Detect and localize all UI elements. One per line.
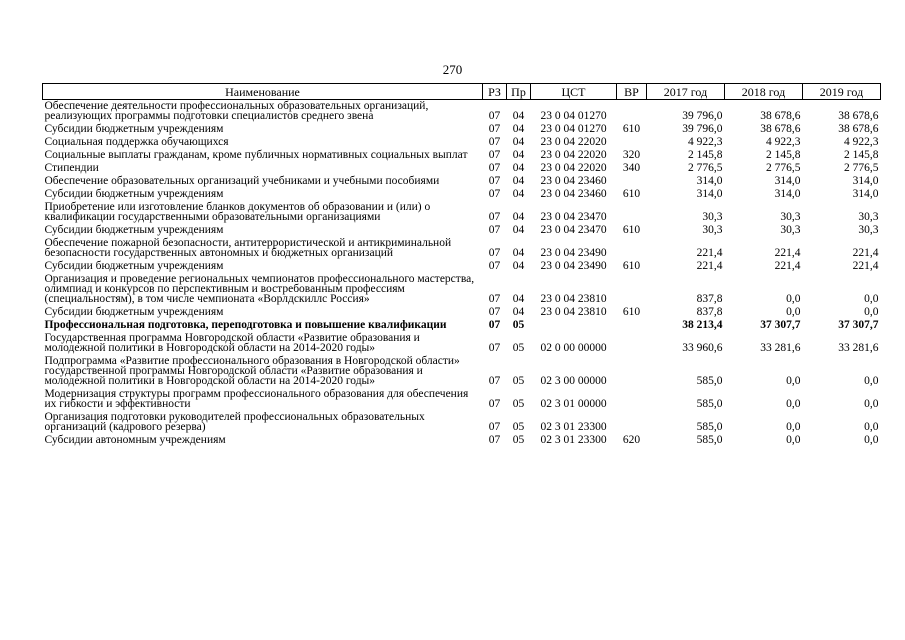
table-row <box>43 237 881 260</box>
cell-2017: 4 922,3 <box>688 136 723 148</box>
cell-cst: 23 0 04 23810 <box>540 293 607 305</box>
cell-name: Приобретение или изготовление бланков документов об образовании и (или) о квалификации государственными образовательными организациями <box>44 201 431 223</box>
cell-cst: 23 0 04 01270 <box>540 123 607 135</box>
cell-vr <box>617 332 647 355</box>
cell-2018: 314,0 <box>774 175 801 187</box>
cell-2018: 33 281,6 <box>760 342 801 354</box>
table-row <box>43 273 881 306</box>
cell-2019: 38 678,6 <box>838 123 879 135</box>
cell-vr: 610 <box>622 188 641 200</box>
cell-pr: 04 <box>512 123 525 135</box>
cell-2018: 0,0 <box>786 306 801 318</box>
cell-rz: 07 <box>488 260 501 272</box>
cell-2017: 314,0 <box>696 188 723 200</box>
cell-rz: 07 <box>488 421 501 433</box>
cell-cst: 02 3 00 00000 <box>540 375 607 387</box>
cell-vr <box>617 100 647 124</box>
cell-name: Субсидии бюджетным учреждениям <box>44 123 224 135</box>
cell-2018: 0,0 <box>786 434 801 446</box>
cell-vr <box>617 136 647 149</box>
cell-rz: 07 <box>488 319 501 331</box>
table-row <box>43 136 881 149</box>
cell-2018: 314,0 <box>774 188 801 200</box>
cell-cst: 23 0 04 22020 <box>540 162 607 174</box>
cell-vr: 320 <box>622 149 641 161</box>
cell-rz: 07 <box>488 188 501 200</box>
cell-2019: 38 678,6 <box>838 110 879 122</box>
cell-2018: 38 678,6 <box>760 123 801 135</box>
cell-vr <box>617 388 647 411</box>
table-row <box>43 100 881 124</box>
cell-name: Субсидии бюджетным учреждениям <box>44 224 224 236</box>
cell-cst: 23 0 04 01270 <box>540 110 607 122</box>
cell-cst: 23 0 04 23810 <box>540 306 607 318</box>
cell-vr <box>617 273 647 306</box>
cell-2018: 30,3 <box>780 211 801 223</box>
header-rz: РЗ <box>483 84 507 100</box>
cell-vr <box>617 355 647 388</box>
cell-rz: 07 <box>488 123 501 135</box>
cell-cst: 23 0 04 23490 <box>540 247 607 259</box>
cell-vr: 620 <box>622 434 641 446</box>
cell-2019: 221,4 <box>852 260 879 272</box>
cell-vr <box>617 237 647 260</box>
cell-vr: 610 <box>622 123 641 135</box>
cell-name: Обеспечение пожарной безопасности, антитеррористической и антикриминальной безопасности государственных автономных и бюджетных организаций <box>44 237 452 259</box>
cell-cst: 23 0 04 23490 <box>540 260 607 272</box>
cell-2018: 0,0 <box>786 398 801 410</box>
cell-name: Государственная программа Новгородской области «Развитие образования и молодежной политики в Новгородской области на 2014-2020 годы» <box>44 332 420 354</box>
cell-2018: 4 922,3 <box>766 136 801 148</box>
cell-2017: 221,4 <box>696 247 723 259</box>
cell-2017: 585,0 <box>696 434 723 446</box>
table-row <box>43 434 881 447</box>
cell-pr: 04 <box>512 175 525 187</box>
cell-2017: 221,4 <box>696 260 723 272</box>
cell-rz: 07 <box>488 398 501 410</box>
cell-2017: 30,3 <box>702 211 723 223</box>
table-row <box>43 224 881 237</box>
cell-2017: 39 796,0 <box>682 123 723 135</box>
cell-2018: 2 776,5 <box>766 162 801 174</box>
budget-table <box>42 83 881 447</box>
cell-2017: 30,3 <box>702 224 723 236</box>
cell-vr <box>617 175 647 188</box>
cell-cst: 23 0 04 22020 <box>540 149 607 161</box>
table-row <box>43 188 881 201</box>
cell-2018: 221,4 <box>774 247 801 259</box>
cell-vr: 610 <box>622 224 641 236</box>
cell-vr <box>617 201 647 224</box>
cell-2018: 37 307,7 <box>760 319 801 331</box>
cell-2017: 39 796,0 <box>682 110 723 122</box>
cell-pr: 05 <box>512 398 525 410</box>
cell-2019: 0,0 <box>864 421 879 433</box>
cell-name: Субсидии автономным учреждениям <box>44 434 226 446</box>
cell-rz: 07 <box>488 434 501 446</box>
cell-2019: 221,4 <box>852 247 879 259</box>
cell-2017: 38 213,4 <box>682 319 723 331</box>
cell-cst: 23 0 04 23460 <box>540 188 607 200</box>
cell-name: Организация подготовки руководителей профессиональных образовательных организаций (кадрового резерва) <box>44 411 425 433</box>
header-2017: 2017 год <box>647 84 725 100</box>
cell-pr: 05 <box>512 434 525 446</box>
cell-2017: 585,0 <box>696 398 723 410</box>
cell-2019: 30,3 <box>858 224 879 236</box>
cell-vr: 340 <box>622 162 641 174</box>
table-row <box>43 306 881 319</box>
cell-2017: 585,0 <box>696 375 723 387</box>
cell-pr: 05 <box>512 421 525 433</box>
cell-2017: 837,8 <box>696 293 723 305</box>
cell-pr: 05 <box>512 319 525 331</box>
cell-pr: 04 <box>512 162 525 174</box>
cell-pr: 05 <box>512 342 525 354</box>
cell-vr <box>617 319 647 332</box>
cell-2018: 38 678,6 <box>760 110 801 122</box>
cell-2019: 0,0 <box>864 293 879 305</box>
cell-rz: 07 <box>488 175 501 187</box>
cell-pr: 04 <box>512 260 525 272</box>
cell-rz: 07 <box>488 293 501 305</box>
cell-name: Социальные выплаты гражданам, кроме публичных нормативных социальных выплат <box>44 149 468 161</box>
cell-name: Модернизация структуры программ профессионального образования для обеспечения их гибкости и эффективности <box>44 388 469 410</box>
cell-name: Социальная поддержка обучающихся <box>44 136 229 148</box>
cell-pr: 05 <box>512 375 525 387</box>
cell-2019: 37 307,7 <box>838 319 879 331</box>
cell-pr: 04 <box>512 110 525 122</box>
cell-pr: 04 <box>512 211 525 223</box>
cell-2018: 0,0 <box>786 421 801 433</box>
cell-2019: 0,0 <box>864 306 879 318</box>
cell-pr: 04 <box>512 136 525 148</box>
cell-cst: 23 0 04 23460 <box>540 175 607 187</box>
cell-rz: 07 <box>488 247 501 259</box>
cell-name: Профессиональная подготовка, переподготовка и повышение квалификации <box>44 319 447 331</box>
table-row <box>43 175 881 188</box>
cell-rz: 07 <box>488 224 501 236</box>
cell-name: Подпрограмма «Развитие профессионального образования в Новгородской области» государственной программы Новгородской области «Развитие образования и молодежной политики в Новгородской области на 2014-2020 годы» <box>44 355 460 387</box>
cell-2018: 0,0 <box>786 375 801 387</box>
cell-rz: 07 <box>488 211 501 223</box>
cell-name: Субсидии бюджетным учреждениям <box>44 188 224 200</box>
page-number: 270 <box>442 62 463 77</box>
cell-2018: 30,3 <box>780 224 801 236</box>
cell-rz: 07 <box>488 162 501 174</box>
cell-cst: 02 3 01 23300 <box>540 421 607 433</box>
cell-pr: 04 <box>512 188 525 200</box>
header-name: Наименование <box>43 84 483 100</box>
cell-2017: 585,0 <box>696 421 723 433</box>
header-cst: ЦСТ <box>531 84 617 100</box>
cell-pr: 04 <box>512 247 525 259</box>
table-body <box>43 100 881 448</box>
cell-2017: 837,8 <box>696 306 723 318</box>
cell-cst: 02 3 01 23300 <box>540 434 607 446</box>
cell-vr <box>617 411 647 434</box>
table-header-row <box>43 84 881 100</box>
cell-2019: 314,0 <box>852 188 879 200</box>
table-row <box>43 123 881 136</box>
cell-cst: 23 0 04 23470 <box>540 224 607 236</box>
cell-2019: 2 145,8 <box>844 149 879 161</box>
cell-pr: 04 <box>512 306 525 318</box>
table-row <box>43 332 881 355</box>
cell-rz: 07 <box>488 110 501 122</box>
cell-name: Обеспечение образовательных организаций учебниками и учебными пособиями <box>44 175 440 187</box>
cell-name: Стипендии <box>44 162 99 174</box>
cell-name: Обеспечение деятельности профессиональных образовательных организаций, реализующих программы подготовки специалистов среднего звена <box>44 100 429 122</box>
cell-2018: 2 145,8 <box>766 149 801 161</box>
cell-2019: 0,0 <box>864 398 879 410</box>
cell-2018: 0,0 <box>786 293 801 305</box>
cell-2017: 2 776,5 <box>688 162 723 174</box>
cell-rz: 07 <box>488 375 501 387</box>
cell-2019: 314,0 <box>852 175 879 187</box>
cell-rz: 07 <box>488 342 501 354</box>
table-row <box>43 388 881 411</box>
cell-2019: 30,3 <box>858 211 879 223</box>
cell-name: Субсидии бюджетным учреждениям <box>44 306 224 318</box>
header-pr: Пр <box>507 84 531 100</box>
cell-name: Субсидии бюджетным учреждениям <box>44 260 224 272</box>
cell-pr: 04 <box>512 293 525 305</box>
table-row <box>43 162 881 175</box>
table-row <box>43 411 881 434</box>
cell-2017: 2 145,8 <box>688 149 723 161</box>
table-row <box>43 355 881 388</box>
cell-vr: 610 <box>622 306 641 318</box>
cell-2019: 33 281,6 <box>838 342 879 354</box>
cell-cst: 02 0 00 00000 <box>540 342 607 354</box>
table-row <box>43 260 881 273</box>
cell-2017: 314,0 <box>696 175 723 187</box>
cell-rz: 07 <box>488 306 501 318</box>
cell-rz: 07 <box>488 136 501 148</box>
header-vr: ВР <box>617 84 647 100</box>
cell-2017: 33 960,6 <box>682 342 723 354</box>
cell-pr: 04 <box>512 224 525 236</box>
cell-cst: 23 0 04 23470 <box>540 211 607 223</box>
cell-cst <box>531 319 617 332</box>
cell-2019: 0,0 <box>864 375 879 387</box>
cell-name: Организация и проведение региональных чемпионатов профессионального мастерства, олимпиад и конкурсов по перспективным и востребованным профессиям (специальностям), в том числе чемпионата «Ворлдскиллс Россия» <box>44 273 475 305</box>
cell-pr: 04 <box>512 149 525 161</box>
cell-vr: 610 <box>622 260 641 272</box>
table-row <box>43 149 881 162</box>
cell-cst: 02 3 01 00000 <box>540 398 607 410</box>
header-2018: 2018 год <box>725 84 803 100</box>
table-row <box>43 201 881 224</box>
cell-2019: 0,0 <box>864 434 879 446</box>
cell-rz: 07 <box>488 149 501 161</box>
cell-2018: 221,4 <box>774 260 801 272</box>
header-2019: 2019 год <box>803 84 881 100</box>
table-row <box>43 319 881 332</box>
cell-cst: 23 0 04 22020 <box>540 136 607 148</box>
cell-2019: 4 922,3 <box>844 136 879 148</box>
cell-2019: 2 776,5 <box>844 162 879 174</box>
